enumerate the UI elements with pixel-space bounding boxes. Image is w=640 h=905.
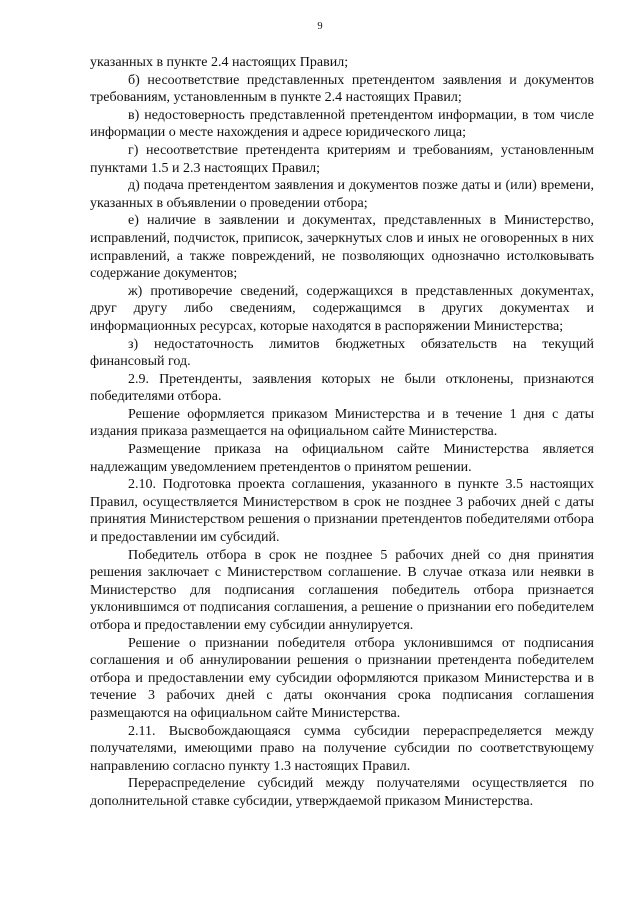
paragraph: г) несоответствие претендента критериям и требованиям, установленным пунктами 1.5 и 2.3 настоящих Правил; [90, 142, 594, 176]
paragraph: Победитель отбора в срок не позднее 5 рабочих дней со дня принятия решения заключает с Министерством соглашение. В случае отказа или неявки в Министерство для подписания соглашения победитель отбора признается уклонившимся от подписания соглашения, а решение о признании его победителем отбора и предоставлении ему субсидии аннулируется. [90, 547, 594, 633]
paragraph: в) недостоверность представленной претендентом информации, в том числе информации о месте нахождения и адресе юридического лица; [90, 107, 594, 141]
paragraph: Размещение приказа на официальном сайте Министерства является надлежащим уведомлением претендентов о принятом решении. [90, 442, 594, 475]
paragraph: 2.10. Подготовка проекта соглашения, указанного в пункте 3.5 настоящих Правил, осуществляется Министерством в срок не позднее 3 рабочих дней с даты принятия Министерством решения о признании претендентов победителями отбора и предоставлении им субсидий. [90, 477, 594, 546]
paragraph: ж) противоречие сведений, содержащихся в представленных документах, друг другу либо сведениям, содержащимся в других документах и информационных ресурсах, которые находятся в распоряжении Министерства; [90, 283, 594, 334]
paragraph: б) несоответствие представленных претендентом заявления и документов требованиям, установленным в пункте 2.4 настоящих Правил; [90, 72, 594, 106]
paragraph: д) подача претендентом заявления и документов позже даты и (или) времени, указанных в объявлении о проведении отбора; [90, 178, 594, 211]
paragraph: 2.9. Претенденты, заявления которых не были отклонены, признаются победителями отбора. [90, 371, 594, 405]
document-body [90, 54, 594, 811]
paragraph: указанных в пункте 2.4 настоящих Правил; [90, 55, 349, 70]
paragraph: Решение оформляется приказом Министерства и в течение 1 дня с даты издания приказа размещается на официальном сайте Министерства. [90, 406, 594, 440]
page-number: 9 [317, 21, 323, 32]
paragraph: 2.11. Высвобождающаяся сумма субсидии перераспределяется между получателями, имеющими право на получение субсидии по соответствующему направлению согласно пункту 1.3 настоящих Правил. [90, 723, 594, 774]
paragraph: Решение о признании победителя отбора уклонившимся от подписания соглашения и об аннулировании решения о признании претендента победителем отбора и предоставлении ему субсидии оформляются приказом Министерства и в течение 3 рабочих дней с даты окончания срока подписания соглашения размещаются на официальном сайте Министерства. [90, 635, 594, 721]
paragraph: е) наличие в заявлении и документах, представленных в Министерство, исправлений, подчисток, приписок, зачеркнутых слов и иных не оговоренных в них исправлений, а также повреждений, не позволяющих однозначно истолковывать содержание документов; [90, 213, 594, 282]
paragraph: Перераспределение субсидий между получателями осуществляется по дополнительной ставке субсидии, утверждаемой приказом Министерства. [90, 776, 594, 809]
paragraph: з) недостаточность лимитов бюджетных обязательств на текущий финансовый год. [90, 336, 594, 370]
